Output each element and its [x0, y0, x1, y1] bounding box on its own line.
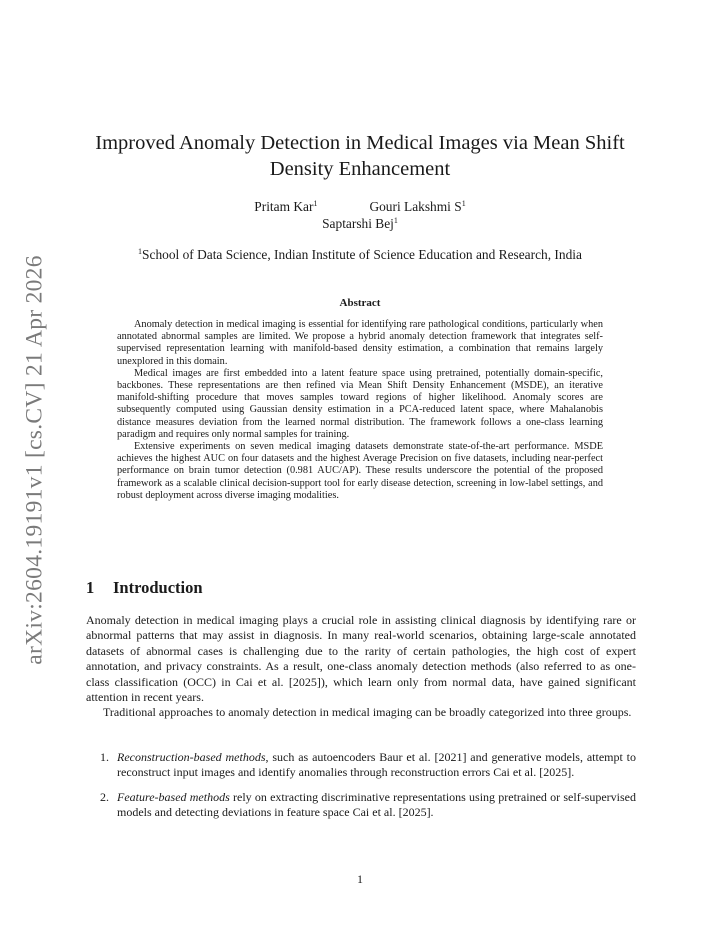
- list-item: 1. Reconstruction-based methods, such as autoencoders Baur et al. [2021] and generative models, attempt to reconstruct input images and identify anomalies through reconstruction errors Cai et al. [2025].: [100, 750, 637, 780]
- abstract-body: [117, 319, 603, 502]
- abstract-paragraph: Extensive experiments on seven medical imaging datasets demonstrate state-of-the-art performance. MSDE achieves the highest AUC on four datasets and the highest Average Precision on five datasets, including near-perfect performance on brain tumor detection (0.981 AUC/AP). These results underscore the potential of the proposed framework as a scalable clinical decision-support tool for early disease detection, screening in low-label settings, and robust deployment across diverse imaging modalities.: [117, 441, 603, 501]
- introduction-body: [86, 613, 636, 721]
- abstract-heading: Abstract: [339, 297, 381, 309]
- author-1: Pritam Kar$^1$: [254, 199, 318, 214]
- body-paragraph: Anomaly detection in medical imaging plays a crucial role in assisting clinical diagnosis by identifying rare or abnormal patterns that may assist in diagnosis. In many real-world scenarios, obtaining large-scale annotated datasets of abnormal cases is challenging due to the rarity of certain pathologies, the high cost of expert annotation, and privacy constraints. As a result, one-class anomaly detection methods (also referred to as one-class classification (OCC) in Cai et al. [2025]), which learn only from normal data, have gained significant attention in recent years.: [86, 613, 636, 705]
- approach-list: [86, 750, 636, 830]
- list-item: 2. Feature-based methods rely on extracting discriminative representations using pretrained or self-supervised models and detecting deviations in feature space Cai et al. [2025].: [100, 789, 637, 820]
- author-2: Gouri Lakshmi $S^1$: [369, 199, 466, 214]
- list-item-term: Feature-based methods: [117, 789, 230, 804]
- abstract-paragraph: Medical images are first embedded into a latent feature space using pretrained, potentially domain-specific, backbones. These representations are then refined via Mean Shift Density Enhancement (MSDE), an iterative manifold-shifting procedure that moves samples toward regions of higher likelihood. Anomaly scores are subsequently computed using Gaussian density estimation in a PCA-reduced latent space, where Mahalanobis distance measures deviation from the learned normal distribution. The framework follows a one-class learning paradigm and requires only normal samples for training.: [117, 367, 603, 440]
- list-item-term: Reconstruction-based methods: [117, 750, 266, 764]
- section-title: Introduction: [113, 578, 203, 597]
- section-heading-introduction: [86, 578, 203, 598]
- author-3: Saptarshi Bej$^1$: [322, 216, 398, 231]
- title-line-1: Improved Anomaly Detection in Medical Images via Mean Shift: [95, 132, 625, 154]
- title-line-2: Density Enhancement: [269, 158, 451, 180]
- arxiv-sidebar-stamp: [12, 240, 58, 680]
- affiliation: $^1$School of Data Science, Indian Institute of Science Education and Research, India: [138, 247, 582, 262]
- section-number: 1: [86, 578, 95, 597]
- paper-title: [60, 130, 660, 182]
- arxiv-identifier: arXiv:2604.19191v1 [cs.CV] 21 Apr 2026: [21, 255, 48, 665]
- body-paragraph: Traditional approaches to anomaly detection in medical imaging can be broadly categorized into three groups.: [103, 705, 632, 720]
- author-block: [60, 198, 660, 232]
- page-number: 1: [357, 872, 363, 886]
- abstract-paragraph: Anomaly detection in medical imaging is essential for identifying rare pathological conditions, particularly when annotated abnormal samples are limited. We propose a hybrid anomaly detection framework that integrates self-supervised representation learning with manifold-based density estimation, a combination that remains largely unexplored in this domain.: [117, 319, 603, 367]
